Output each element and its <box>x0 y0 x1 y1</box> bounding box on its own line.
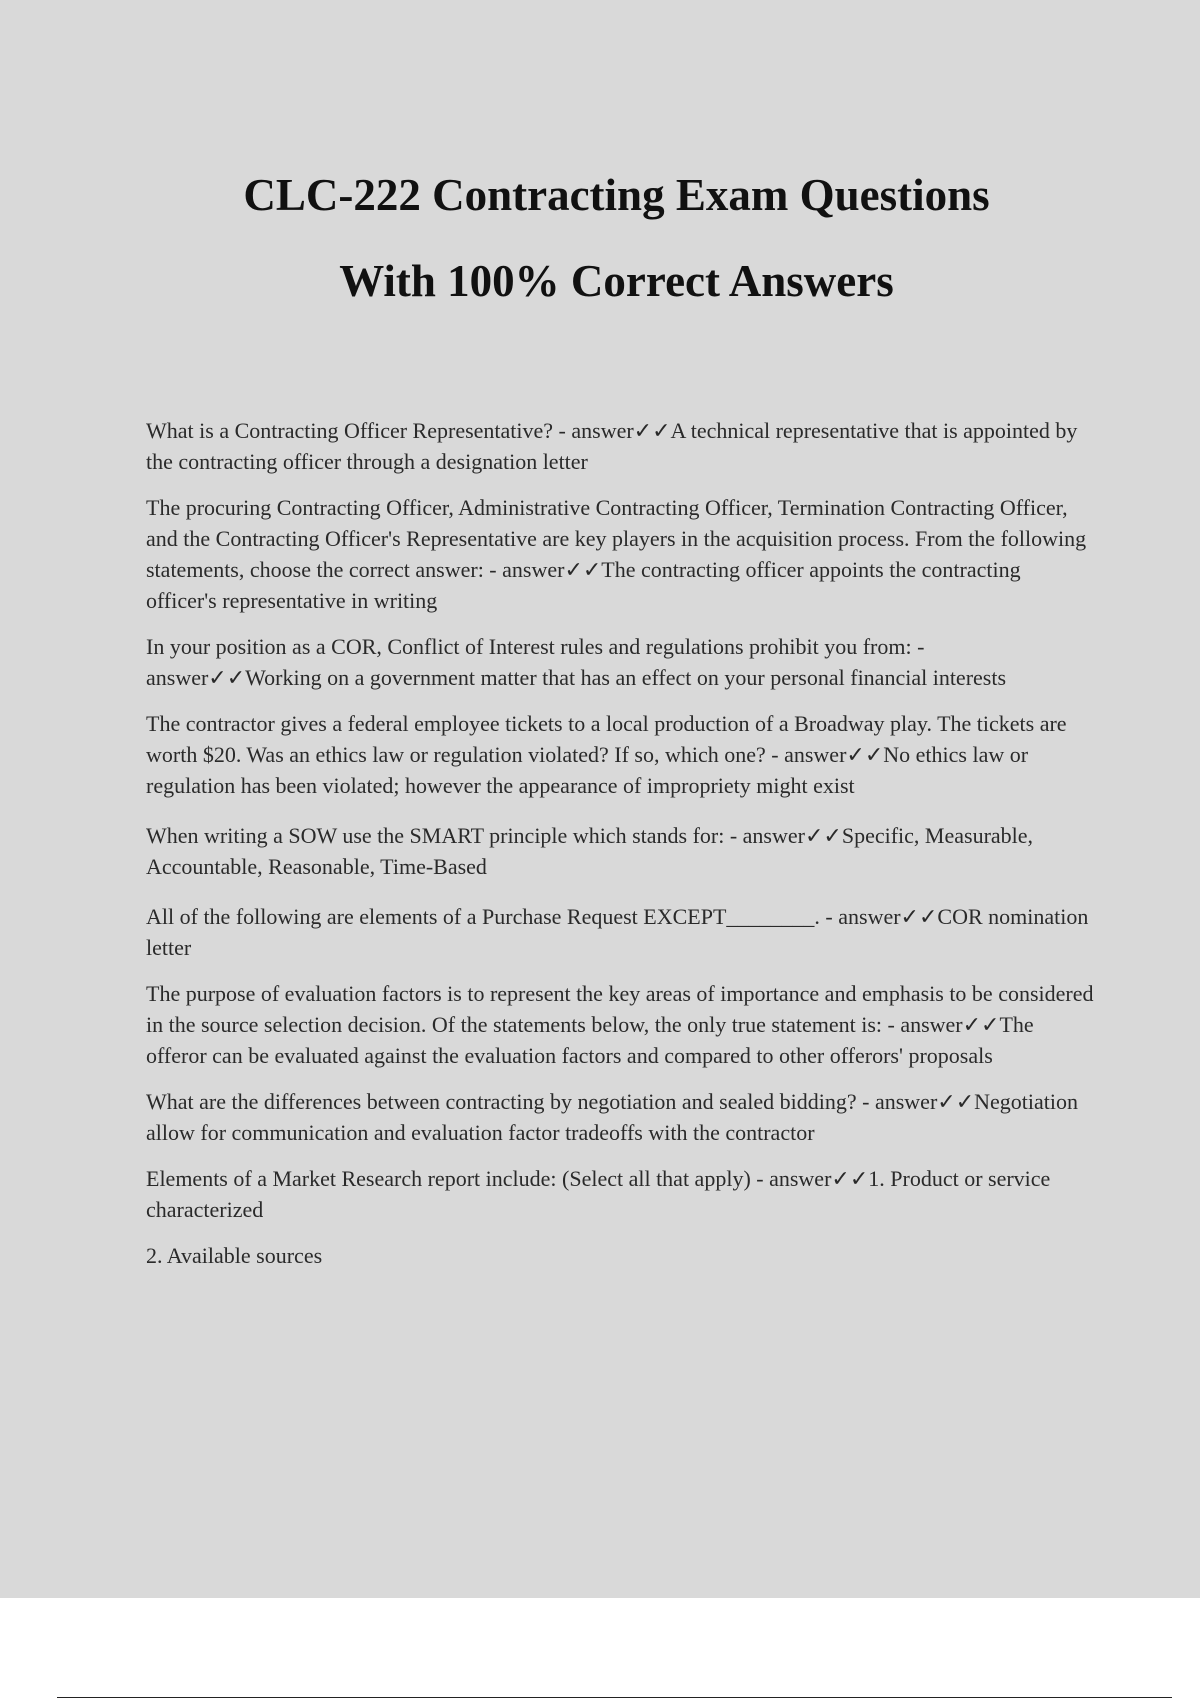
qa-item: The procuring Contracting Officer, Administrative Contracting Officer, Termination Contracting Officer, and the Contracting Officer's Representative are key players in the acquisition process. From the following statements, choose the correct answer: - answer✓✓The contracting officer appoints the contracting officer's representative in writing <box>146 495 1087 613</box>
qa-item: In your position as a COR, Conflict of Interest rules and regulations prohibit you from: - answer✓✓Working on a government matter that has an effect on your personal financial interests <box>146 634 1007 690</box>
qa-item: When writing a SOW use the SMART principle which stands for: - answer✓✓Specific, Measurable, Accountable, Reasonable, Time-Based <box>146 823 1034 879</box>
qa-item: The contractor gives a federal employee tickets to a local production of a Broadway play. The tickets are worth $20. Was an ethics law or regulation violated? If so, which one? - answer✓✓No ethics law or regulation has been violated; however the appearance of impropriety might exist <box>146 711 1067 798</box>
qa-item: Elements of a Market Research report include: (Select all that apply) - answer✓✓1. Product or service characterized <box>146 1166 1051 1222</box>
footer-divider <box>57 1697 1172 1698</box>
qa-item: 2. Available sources <box>146 1243 323 1268</box>
qa-item: The purpose of evaluation factors is to represent the key areas of importance and emphasis to be considered in the source selection decision. Of the statements below, the only true statement is: - answer✓✓The offeror can be evaluated against the evaluation factors and compared to other offerors' proposals <box>146 981 1094 1068</box>
document-title-line-2: With 100% Correct Answers <box>339 256 894 306</box>
question-answer-list <box>146 415 1096 1286</box>
document-title-line-1: CLC-222 Contracting Exam Questions <box>243 170 990 220</box>
qa-item: All of the following are elements of a Purchase Request EXCEPT________. - answer✓✓COR nomination letter <box>146 904 1089 960</box>
qa-item: What are the differences between contracting by negotiation and sealed bidding? - answer✓✓Negotiation allow for communication and evaluation factor tradeoffs with the contractor <box>146 1089 1079 1145</box>
qa-item: What is a Contracting Officer Representative? - answer✓✓A technical representative that is appointed by the contracting officer through a designation letter <box>146 418 1078 474</box>
